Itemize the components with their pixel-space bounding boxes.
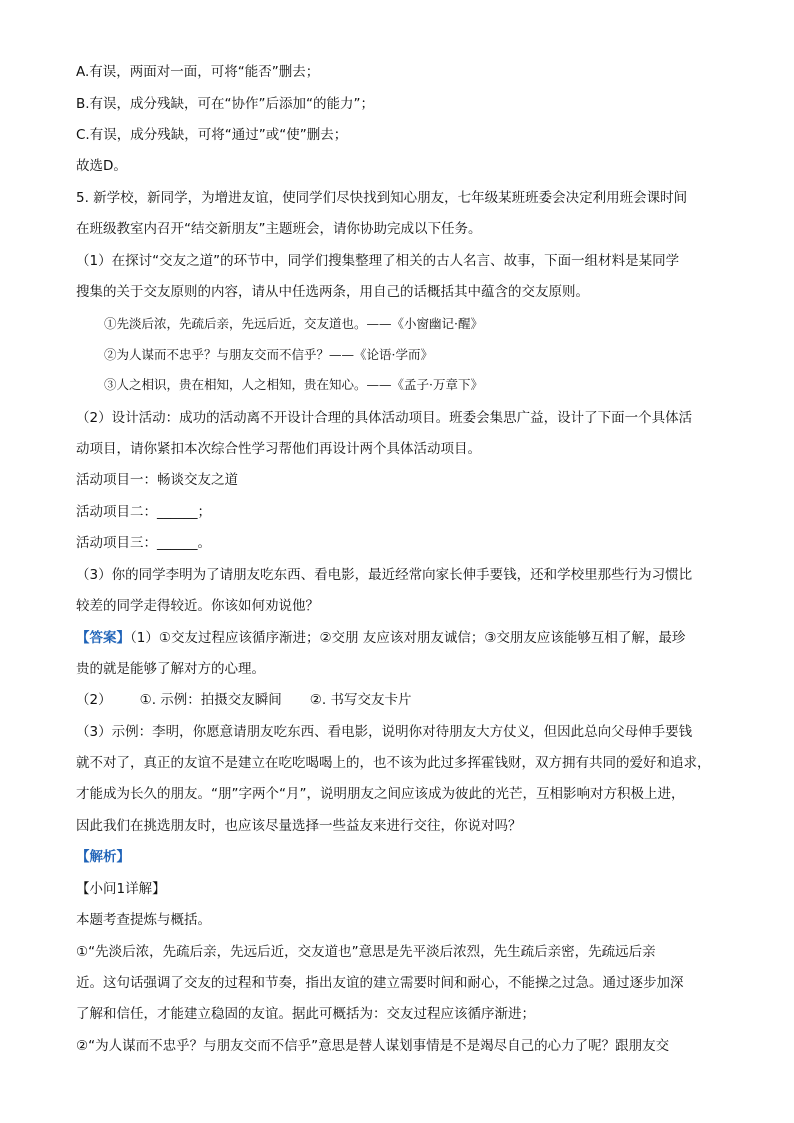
subquestion-1-detail-heading: 【小问1详解】 bbox=[76, 881, 166, 897]
question-5-text: 5. 新学校，新同学，为增进友谊，使同学们尽快找到知心朋友，七年级某班班委会决定利用班会课时间 bbox=[76, 190, 688, 206]
answer-tag: 【答案】 bbox=[76, 630, 130, 646]
answer-1-text-cont: 贵的就是能够了解对方的心理。 bbox=[76, 661, 265, 677]
subquestion-2-text-cont: 动项目，请你紧扣本次综合性学习帮他们再设计两个具体活动项目。 bbox=[76, 441, 481, 457]
answer-2-example-2: ②. 书写交友卡片 bbox=[309, 692, 412, 708]
subquestion-1-text: （1）在探讨“交友之道”的环节中，同学们搜集整理了相关的古人名言、故事，下面一组材料是某同学 bbox=[76, 253, 680, 269]
question-5-text-cont: 在班级教室内召开“结交新朋友”主题班会，请你协助完成以下任务。 bbox=[76, 221, 482, 237]
analysis-1-text-cont-2: 了解和信任，才能建立稳固的友谊。据此可概括为：交友过程应该循序渐进； bbox=[76, 1006, 535, 1022]
activity-item-2: 活动项目二：______； bbox=[76, 504, 211, 520]
activity-item-3: 活动项目三：______。 bbox=[76, 535, 211, 551]
answer-choice-text: 故选D。 bbox=[76, 158, 127, 174]
answer-2-line bbox=[76, 692, 411, 708]
subquestion-3-text: （3）你的同学李明为了请朋友吃东西、看电影，最近经常向家长伸手要钱，还和学校里那些行为习惯比 bbox=[76, 567, 693, 583]
option-a-text: A.有误，两面对一面，可将“能否”删去； bbox=[76, 64, 320, 80]
quote-2: ②为人谋而不忠乎？与朋友交而不信乎？——《论语·学而》 bbox=[104, 347, 433, 362]
analysis-1-text-cont-1: 近。这句话强调了交友的过程和节奏，指出友谊的建立需要时间和耐心，不能操之过急。通过逐步加深 bbox=[76, 975, 684, 991]
answer-3-text: （3）示例：李明，你愿意请朋友吃东西、看电影，说明你对待朋友大方仗义，但因此总向父母伸手要钱 bbox=[76, 724, 693, 740]
subquestion-2-text: （2）设计活动：成功的活动离不开设计合理的具体活动项目。班委会集思广益，设计了下面一个具体活 bbox=[76, 410, 693, 426]
answer-2-label: （2） bbox=[76, 692, 112, 708]
analysis-1-text: ①“先淡后浓，先疏后亲，先远后近，交友道也”意思是先平淡后浓烈，先生疏后亲密，先疏远后亲 bbox=[76, 944, 656, 960]
analysis-2-text: ②“为人谋而不忠乎？与朋友交而不信乎”意思是替人谋划事情是不是竭尽自己的心力了呢？跟朋友交 bbox=[76, 1038, 670, 1054]
analysis-tag: 【解析】 bbox=[76, 849, 130, 865]
analysis-intro: 本题考查提炼与概括。 bbox=[76, 912, 211, 928]
answer-1-text: （1）①交友过程应该循序渐进；②交朋 友应该对朋友诚信；③交朋友应该能够互相了解，最珍 bbox=[130, 630, 686, 646]
option-b-text: B.有误，成分残缺，可在“协作”后添加“的能力”； bbox=[76, 96, 375, 112]
answer-3-text-cont-2: 才能成为长久的朋友。“朋”字两个“月”，说明朋友之间应该成为彼此的光芒，互相影响对方积极上进， bbox=[76, 786, 685, 802]
answer-3-text-cont-1: 就不对了，真正的友谊不是建立在吃吃喝喝上的，也不该为此过多挥霍钱财，双方拥有共同的爱好和追求， bbox=[76, 755, 711, 771]
quote-3: ③人之相识，贵在相知，人之相知，贵在知心。——《孟子·万章下》 bbox=[104, 377, 483, 392]
answer-3-text-cont-3: 因此我们在挑选朋友时，也应该尽量选择一些益友来进行交往，你说对吗？ bbox=[76, 818, 522, 834]
answer-line bbox=[76, 630, 685, 646]
quote-1: ①先淡后浓，先疏后亲，先远后近，交友道也。——《小窗幽记·醒》 bbox=[104, 316, 483, 331]
subquestion-3-text-cont: 较差的同学走得较近。你该如何劝说他？ bbox=[76, 598, 319, 614]
answer-2-example-1: ①. 示例：拍摄交友瞬间 bbox=[139, 692, 282, 708]
option-c-text: C.有误，成分残缺，可将“通过”或“使”删去； bbox=[76, 127, 348, 143]
subquestion-1-text-cont: 搜集的关于交友原则的内容，请从中任选两条，用自己的话概括其中蕴含的交友原则。 bbox=[76, 284, 589, 300]
activity-item-1: 活动项目一：畅谈交友之道 bbox=[76, 472, 238, 488]
